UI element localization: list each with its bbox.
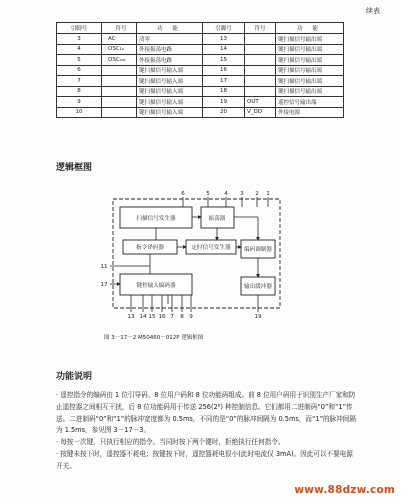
- cell-pin-2: 20: [203, 107, 245, 118]
- pin-bottom-9: 9: [189, 314, 193, 320]
- header-symbol-2: 符号: [245, 23, 276, 34]
- pin-bottom-7: 7: [170, 314, 174, 320]
- cell-function: 键扫描信号输入端: [137, 97, 203, 108]
- osc-label: 振荡器: [208, 216, 226, 222]
- pin-bottom-15: 15: [148, 314, 156, 320]
- desc-paragraph-1: · 遥控指令的编码由 1 位引导码、8 位用户码和 8 位功能码组成。前 8 位用户码用于识别生产厂家和防止遥控器之间相互干扰，后 8 位功能码用于传送 256(2⁸) 种控制信息。它们都用二进制码“0”和“1”传送。二进制码“0”和“1”的脉冲宽度都为 0.5ms，不同的是“0”的脉冲间隔为 0.5ms，而“1”的脉冲间隔为 1.5ms，参见图 3－17－3。: [56, 391, 356, 435]
- cell-function-2: 键扫描信号输出端: [276, 65, 344, 76]
- header-function: 功 能: [137, 23, 203, 34]
- cell-function: 清零: [137, 34, 203, 45]
- cell-pin: 6: [57, 65, 102, 76]
- key-encoder-label: 键控输入编码器: [136, 283, 176, 289]
- pin-bottom-14: 14: [139, 314, 147, 320]
- pin-top-1: 1: [266, 191, 270, 197]
- header-pin: 引脚号: [57, 23, 102, 34]
- cell-pin-2: 14: [203, 44, 245, 55]
- pin-top-6: 6: [181, 191, 185, 197]
- function-title: 功能说明: [56, 372, 93, 382]
- watermark-url: www.88dzw.com: [294, 484, 395, 496]
- out-buffer-label: 输出缓冲器: [244, 284, 272, 290]
- cell-pin-2: 18: [203, 86, 245, 97]
- cell-pin: 3: [57, 34, 102, 45]
- cell-function: 外接振荡电路: [137, 55, 203, 66]
- cell-symbol: OSC₁ₙ: [102, 44, 137, 55]
- cell-symbol-2: V_DD: [245, 107, 276, 118]
- figure-caption: 图 3－17－2 M50460－012P 逻辑框图: [104, 335, 204, 341]
- pin-top-5: 5: [206, 191, 210, 197]
- cell-function: 键扫描信号输入端: [137, 76, 203, 87]
- pin-left-11: 11: [100, 264, 108, 270]
- desc-paragraph-3: · 按键未按下时，遥控器不耗电；按键按下时，遥控器耗电很小(此时电流仅 3mA)。因此可以不要电源开关。: [56, 450, 353, 470]
- cell-function: 键扫描信号输入端: [137, 107, 203, 118]
- cell-symbol: OSCₒᵤₜ: [102, 55, 137, 66]
- header-pin-2: 引脚号: [203, 23, 245, 34]
- pin-left-17: 17: [100, 282, 108, 288]
- cell-pin: 5: [57, 55, 102, 66]
- cell-function: 键扫描信号输入端: [137, 86, 203, 97]
- logic-diagram-title: 逻辑框图: [56, 163, 93, 173]
- cell-pin: 7: [57, 76, 102, 87]
- cell-function-2: 外接电源: [276, 107, 344, 118]
- continued-label: 续表: [366, 7, 380, 15]
- pin-bottom-19: 19: [254, 314, 262, 320]
- cell-pin-2: 16: [203, 65, 245, 76]
- cell-pin: 8: [57, 86, 102, 97]
- pin-bottom-16: 16: [158, 314, 166, 320]
- desc-paragraph-2: · 每按一次键，只执行相应的指令。当同时按下两个键时，拒绝执行任何指令。: [56, 438, 285, 446]
- pin-top-2: 2: [255, 191, 259, 197]
- header-function-2: 功 能: [276, 23, 344, 34]
- cell-pin-2: 19: [203, 97, 245, 108]
- header-symbol: 符号: [102, 23, 137, 34]
- cell-pin-2: 17: [203, 76, 245, 87]
- cell-pin-2: 13: [203, 34, 245, 45]
- cell-function-2: 键扫描信号输出端: [276, 86, 344, 97]
- pin-top-3: 3: [240, 191, 244, 197]
- cell-symbol: AC: [102, 34, 137, 45]
- timing-gen-label: 定时信号发生器: [191, 245, 231, 251]
- cell-pin: 4: [57, 44, 102, 55]
- cell-function-2: 键扫描信号输出端: [276, 55, 344, 66]
- cell-function-2: 键扫描信号输出端: [276, 34, 344, 45]
- cell-pin-2: 15: [203, 55, 245, 66]
- pin-bottom-13: 13: [127, 314, 135, 320]
- cell-pin: 9: [57, 97, 102, 108]
- cell-function-2: 遥控信号输出端: [276, 97, 344, 108]
- scan-gen-label: 扫描信号发生器: [136, 216, 176, 222]
- cell-function-2: 键扫描信号输出端: [276, 44, 344, 55]
- pin-bottom-8: 8: [180, 314, 184, 320]
- cell-function: 键扫描信号输入端: [137, 65, 203, 76]
- cell-function: 外接振荡电路: [137, 44, 203, 55]
- cmd-decoder-label: 指令译码器: [136, 245, 164, 251]
- cell-pin: 10: [57, 107, 102, 118]
- modulator-label: 编码调制器: [244, 247, 272, 253]
- pin-top-4: 4: [224, 191, 228, 197]
- cell-symbol-2: OUT: [245, 97, 276, 108]
- cell-function-2: 键扫描信号输出端: [276, 76, 344, 87]
